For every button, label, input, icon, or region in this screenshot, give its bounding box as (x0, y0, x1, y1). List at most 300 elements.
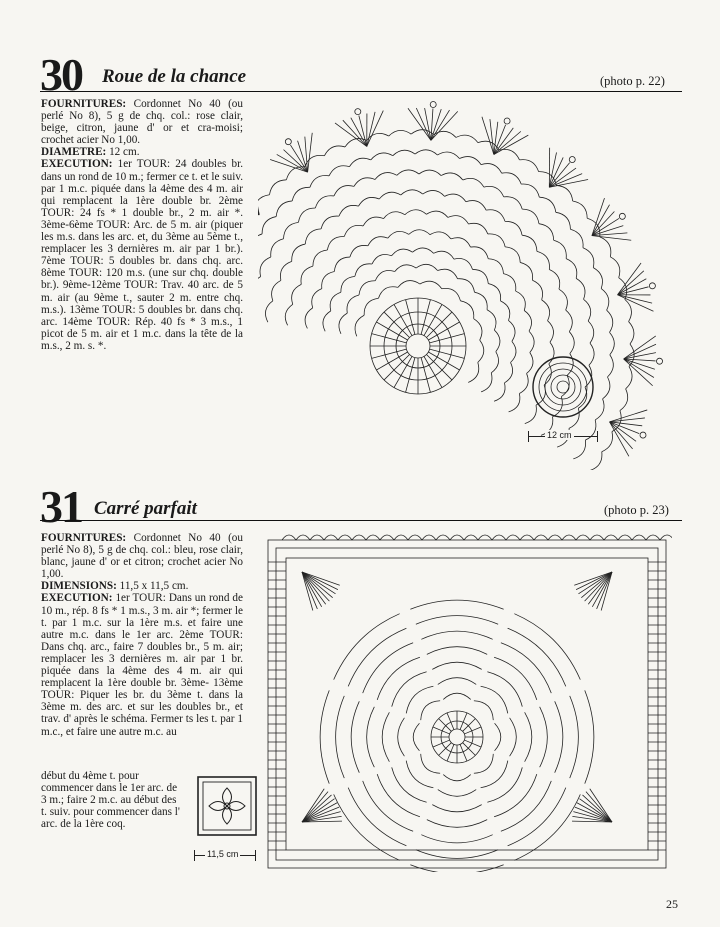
chain-arc (379, 192, 401, 199)
chain-arc (514, 614, 580, 680)
execution-label: EXECUTION: (41, 158, 113, 171)
chain-arc (525, 712, 532, 761)
chain-arc (430, 232, 451, 239)
chain-arc (516, 291, 526, 310)
chain-arc (466, 201, 486, 211)
chain-arc (569, 332, 574, 354)
fan-stitch (308, 133, 313, 172)
chain-arc (284, 222, 299, 238)
chain-arc (334, 186, 354, 196)
picot-arc (660, 535, 672, 540)
fan-stitch (416, 108, 431, 140)
chain-arc (313, 250, 327, 266)
stitch-spoke (406, 358, 415, 393)
chain-arc (427, 820, 487, 828)
chain-arc (415, 150, 437, 155)
chain-arc (503, 274, 515, 291)
chain-arc (514, 794, 580, 860)
chain-arc (321, 216, 339, 229)
picot-arc (562, 535, 576, 540)
chain-arc (487, 672, 522, 707)
picot-arc (534, 535, 548, 540)
chain-arc (607, 310, 613, 332)
chain-arc (298, 208, 315, 222)
stitch-spoke (439, 743, 452, 756)
chain-arc (427, 647, 487, 655)
chain-arc (626, 367, 632, 389)
fournitures-text: Cordonnet No 40 (ou perlé No 8), 5 g de chq. col.: rose clair, beige, citron, jaune d' or et cra-moisi; crochet acier No 1,00. (41, 98, 243, 147)
diametre-label: DIAMETRE: (41, 146, 107, 159)
fan-stitch (367, 112, 375, 147)
chain-arc (555, 701, 563, 772)
fournitures-label: FOURNITURES: (41, 98, 127, 110)
chain-arc (432, 805, 481, 812)
chain-arc (508, 628, 566, 686)
chain-arc (324, 146, 345, 156)
chain-arc (501, 781, 551, 831)
chain-arc (494, 330, 500, 352)
picot-arc (464, 535, 478, 540)
chain-arc (504, 197, 522, 209)
fan-stitch (494, 135, 528, 154)
pattern-31-photo-ref: (photo p. 23) (604, 503, 669, 517)
chain-arc (292, 244, 306, 261)
picot-arc (366, 535, 380, 540)
chain-arc (258, 195, 269, 212)
picot-arc (352, 535, 366, 540)
picot-arc (632, 535, 646, 540)
center-ring (406, 334, 430, 358)
chain-arc (474, 754, 493, 773)
picot-arc (520, 535, 534, 540)
chain-arc (494, 657, 537, 700)
chain-arc (504, 363, 512, 383)
chain-arc (384, 212, 405, 219)
chain-arc (382, 712, 389, 761)
fan-stitch (592, 236, 631, 241)
chain-arc (470, 247, 488, 259)
fan-stitch (431, 110, 450, 140)
chain-arc (481, 373, 492, 392)
stitch-spoke (372, 349, 407, 358)
fan-stitch (302, 807, 339, 822)
pattern-31-instructions (41, 532, 243, 738)
chain-arc (363, 643, 413, 693)
chain-arc (406, 686, 433, 713)
chain-arc (540, 707, 548, 767)
fan-stitch (302, 799, 335, 822)
picot-arc (548, 535, 562, 540)
chain-arc (539, 197, 555, 212)
fan-stitch (588, 572, 612, 604)
chain-arc (510, 718, 517, 756)
chain-arc (423, 190, 445, 196)
chain-arc (610, 257, 620, 278)
chain-arc (451, 238, 471, 247)
chain-arc (443, 693, 470, 699)
chain-arc (323, 311, 331, 331)
chain-arc (542, 300, 550, 321)
chain-arc (448, 216, 469, 224)
chain-arc (327, 236, 344, 250)
execution-text: 1er TOUR: Dans un rond de 10 m., rép. 8 fs * 1 m.s., 3 m. air *; fermer le t. par 1 m.c. sur la 1ère m.s. et faire une autre m.c. dans le 1er arc. 2ème TOUR: Dans chq. arc., faire 7 doubles br., 5 m. air; remplacer les 3 dernières m. air par 1 br. piquée dans la 4ème des 4 m. air qui remplacent la 1ère double br. 3ème- 13ème TOUR: Piquer les br. du 3ème t. dans la 3ème m. des arc. et sur les doubles br., et trav. d' après le schéma. Fermer ts les t. par 1 m.c., et faire une autre m.c. au (41, 592, 243, 738)
stitch-spoke (430, 349, 465, 358)
chain-arc (607, 355, 613, 377)
chain-arc (559, 289, 567, 310)
chain-arc (629, 322, 634, 344)
chain-arc (359, 281, 375, 295)
chain-arc (258, 277, 261, 298)
chain-arc (421, 835, 492, 843)
fan-stitch (258, 176, 259, 215)
chain-arc (398, 718, 405, 756)
chain-arc (292, 284, 302, 304)
pattern-30-rule (40, 91, 682, 92)
chain-arc (463, 178, 484, 187)
chain-arc (454, 259, 473, 270)
chain-arc (460, 157, 482, 165)
chain-arc (348, 788, 406, 846)
chain-arc (378, 287, 397, 299)
dimension-label-31: 11,5 cm (207, 849, 239, 859)
chain-arc (549, 269, 559, 289)
chain-arc (601, 289, 609, 311)
chain-arc (389, 130, 411, 136)
chain-arc (363, 781, 413, 831)
chain-arc (305, 155, 325, 166)
chain-arc (392, 672, 427, 707)
chain-arc (519, 373, 528, 393)
pattern-30-photo-ref: (photo p. 22) (600, 74, 665, 88)
chain-arc (505, 247, 520, 263)
chain-arc (329, 166, 349, 176)
chain-arc (269, 180, 286, 195)
pattern-31-title: Carré parfait (94, 498, 197, 519)
chain-arc (625, 299, 632, 321)
chain-arc (522, 209, 539, 224)
picot (619, 213, 625, 219)
chain-arc (481, 164, 502, 174)
pattern-31-rule (40, 520, 682, 521)
chain-arc (443, 775, 470, 781)
chain-arc (320, 690, 329, 783)
border-row (276, 548, 658, 860)
chain-arc (508, 320, 515, 341)
chain-arc (272, 280, 281, 300)
chain-arc (359, 197, 380, 206)
stitch-spoke (439, 719, 452, 732)
page-number: 25 (666, 897, 678, 911)
chain-arc (406, 761, 433, 788)
chain-arc (310, 176, 329, 188)
chain-arc (262, 217, 276, 234)
fan-stitch (494, 131, 521, 154)
chain-arc (276, 201, 292, 217)
picot-arc (296, 535, 310, 540)
picot-arc (478, 535, 492, 540)
chain-arc (460, 301, 473, 319)
chain-arc (500, 301, 509, 321)
chain-arc (413, 723, 419, 750)
chain-arc (602, 432, 613, 452)
chain-arc (416, 616, 498, 625)
chain-arc (397, 170, 419, 175)
chain-arc (481, 686, 508, 713)
chain-arc (285, 304, 293, 325)
fan-stitch (575, 807, 612, 822)
chain-arc (573, 440, 585, 459)
chain-arc (334, 257, 350, 271)
picot-arc (338, 535, 352, 540)
chain-arc (554, 240, 567, 258)
chain-arc (468, 362, 479, 382)
chain-arc (441, 173, 463, 180)
picot-arc (618, 535, 632, 540)
chain-arc (334, 614, 400, 680)
chain-arc (305, 308, 313, 329)
dimension-tick-left (194, 850, 195, 861)
fan-stitch (624, 359, 654, 378)
fan-stitch (618, 295, 654, 312)
chain-arc (488, 234, 505, 247)
chain-arc (388, 231, 409, 238)
chain-arc (495, 723, 501, 750)
chain-arc (392, 767, 427, 802)
chain-arc (521, 184, 539, 197)
pattern-30-title: Roue de la chance (102, 66, 247, 87)
chain-arc (590, 452, 602, 470)
picot-arc (646, 535, 660, 540)
picot-arc (576, 535, 590, 540)
chain-arc (473, 269, 489, 283)
chain-arc (432, 662, 481, 669)
chain-arc (410, 600, 503, 609)
chain-arc (392, 249, 413, 256)
chain-arc (588, 321, 594, 343)
chain-arc (367, 707, 375, 767)
chain-arc (395, 265, 416, 272)
fan-stitch (597, 572, 612, 609)
chain-arc (398, 281, 420, 288)
chain-arc (556, 185, 572, 201)
chain-arc (505, 221, 522, 235)
fan-stitch (302, 572, 326, 604)
pattern-31-number: 31 (40, 481, 82, 532)
chain-arc (330, 292, 341, 311)
picot-arc (310, 535, 324, 540)
chain-arc (570, 229, 583, 248)
chain-arc (355, 264, 372, 277)
chain-arc (354, 178, 375, 187)
chain-arc (341, 276, 355, 292)
chain-arc (481, 761, 508, 788)
chain-arc (491, 352, 498, 373)
chain-arc (334, 794, 400, 860)
chain-arc (339, 205, 359, 216)
chain-arc (600, 237, 611, 257)
chain-arc (566, 310, 573, 332)
chain-arc (419, 170, 441, 175)
chain-arc (420, 281, 442, 289)
stitch-spoke (430, 334, 465, 343)
chain-arc (421, 631, 492, 639)
chain-arc (456, 135, 478, 143)
picot (430, 101, 436, 107)
chain-arc (576, 278, 585, 299)
chain-arc (532, 280, 542, 300)
chain-arc (583, 248, 594, 268)
picot-arc (450, 535, 464, 540)
fan-stitch (302, 572, 317, 609)
chain-arc (603, 377, 610, 399)
fan-stitch (431, 111, 458, 140)
chain-arc (488, 259, 503, 274)
dimension-label-30: 12 cm (547, 430, 572, 440)
chain-arc (593, 268, 602, 289)
chain-arc (620, 389, 628, 411)
chain-arc (301, 266, 313, 284)
chain-arc (258, 234, 262, 253)
chain-arc (438, 678, 476, 685)
picot (355, 109, 361, 115)
chain-arc (401, 190, 423, 195)
chain-arc (421, 701, 440, 720)
chain-arc (487, 767, 522, 802)
picot-arc (324, 535, 338, 540)
chain-arc (522, 235, 537, 251)
chain-arc (508, 788, 566, 846)
chain-arc (585, 690, 594, 783)
fan-stitch (618, 295, 653, 303)
execution-text: 1er TOUR: 24 doubles br. dans un rond de 10 m.; fermer ce t. et le suiv. par 1 m.c. piquée dans la 4ème des 4 m. air qui remplacent la 1ère double br. 2ème TOUR: 24 fs * 1 double br., 2 m. air *. 3ème-6ème TOUR: Arc. de 5 m. air (piquer les m.s. dans les arc. et, du 3ème au 5ème t., remplacer les 3 dernières m. air par 1 br.). 7ème TOUR: 5 doubles br. dans chq. arc. 8ème TOUR: 120 m.s. (une sur chq. double br.). 9ème-12ème TOUR: Trav. 40 arc. de 5 m. air (au 9ème t., sauter 2 m. entre chq. m.s.). 13ème TOUR: 5 doubles br. dans chq. arc. 14ème TOUR: Rép. 40 fs * 3 m.s., 1 picot de 5 m. air et 1 m.c. dans la tête de la m.s., 2 m. s. *. (41, 158, 244, 352)
pattern-31-diagram (262, 532, 672, 872)
dimension-tick-left (528, 431, 529, 442)
chain-arc (438, 790, 476, 797)
execution-label: EXECUTION: (41, 592, 113, 605)
pattern-31-instructions-tail: début du 4ème t. pour commencer dans le 1er arc. de 3 m.; faire 2 m.c. au début des t. suiv. pour commencer dans l' arc. de la 1ère coq. (41, 770, 180, 831)
border-row (286, 558, 648, 850)
dimension-tick-right (597, 431, 598, 442)
chain-arc (426, 211, 447, 217)
picot (285, 139, 291, 145)
pattern-30-instructions (41, 98, 243, 352)
chain-arc (556, 212, 571, 229)
dimension-tick-right (255, 850, 256, 861)
fan-stitch (624, 344, 656, 359)
fan-stitch (586, 792, 612, 822)
chain-arc (350, 245, 368, 257)
center-ring (449, 729, 465, 745)
chain-arc (347, 295, 359, 313)
picot-arc (282, 535, 296, 540)
fournitures-label: FOURNITURES: (41, 532, 127, 544)
chain-arc (478, 340, 484, 362)
chain-arc (265, 301, 272, 322)
chain-arc (305, 229, 321, 244)
chain-arc (411, 130, 434, 135)
chain-arc (566, 259, 577, 279)
chain-arc (509, 394, 520, 412)
chain-arc (344, 225, 363, 236)
fan-stitch (302, 792, 328, 822)
chain-arc (570, 696, 579, 778)
chain-arc (375, 271, 395, 281)
chain-arc (375, 173, 397, 180)
chain-arc (292, 187, 310, 201)
chain-arc (585, 420, 596, 440)
chain-arc (499, 149, 519, 159)
chain-arc (405, 210, 427, 215)
doily-size-icon (528, 352, 598, 422)
chain-arc (364, 298, 378, 315)
picot-arc (380, 535, 394, 540)
chain-arc (487, 310, 496, 330)
chain-arc (610, 332, 615, 354)
chain-arc (372, 255, 392, 264)
picot (640, 432, 646, 438)
stitch-spoke (421, 300, 430, 335)
stitch-spoke (463, 719, 476, 732)
pattern-30-number: 30 (40, 49, 82, 100)
fan-stitch (579, 799, 612, 822)
square-motif-icon (196, 775, 258, 837)
chain-arc (511, 341, 516, 362)
chain-arc (524, 311, 531, 332)
chain-arc (412, 248, 433, 253)
chain-arc (488, 284, 500, 301)
diametre-text: 12 cm. (109, 146, 140, 159)
chain-arc (434, 251, 454, 259)
chain-arc (368, 237, 388, 246)
fan-stitch (610, 422, 633, 449)
picot-arc (394, 535, 408, 540)
dimensions-label: DIMENSIONS: (41, 580, 117, 593)
chain-arc (445, 194, 466, 202)
chain-arc (351, 701, 359, 772)
picot-arc (590, 535, 604, 540)
chain-arc (315, 196, 334, 208)
dimensions-text: 11,5 x 11,5 cm. (119, 580, 189, 593)
picot-arc (422, 535, 436, 540)
chain-arc (486, 210, 505, 222)
stitch-spoke (463, 743, 476, 756)
chain-arc (584, 299, 591, 321)
chain-arc (271, 239, 284, 257)
chain-arc (501, 643, 551, 693)
chain-arc (502, 173, 522, 184)
chain-arc (474, 292, 487, 310)
chain-arc (336, 696, 345, 778)
picot (649, 283, 655, 289)
chain-arc (537, 251, 550, 269)
chain-arc (348, 628, 406, 686)
chain-arc (520, 262, 532, 280)
chain-arc (494, 383, 505, 401)
chain-arc (393, 150, 415, 156)
chain-arc (363, 217, 383, 226)
chain-arc (469, 223, 488, 234)
chain-arc (377, 774, 420, 817)
chain-arc (312, 289, 322, 308)
picot (569, 157, 575, 163)
chain-arc (322, 272, 335, 289)
chain-arc (519, 160, 538, 172)
chain-arc (377, 657, 420, 700)
chain-arc (416, 850, 498, 859)
chain-arc (355, 315, 364, 336)
picot-arc (436, 535, 450, 540)
stitch-spoke (421, 358, 430, 393)
